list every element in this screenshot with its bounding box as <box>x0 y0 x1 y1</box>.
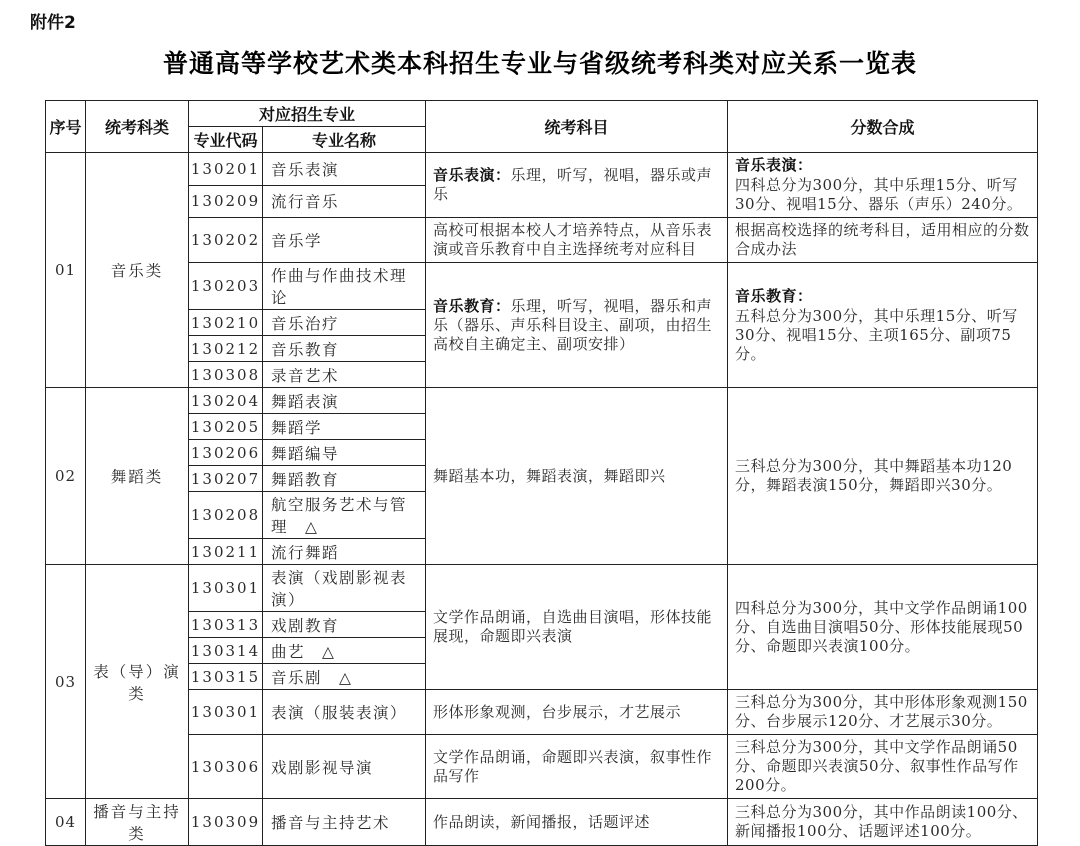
major-name-cell: 音乐剧 △ <box>263 664 426 690</box>
major-code-cell: 130314 <box>189 638 263 664</box>
score-composition-cell <box>728 690 1038 735</box>
score-bold-line: 音乐教育： <box>735 286 813 305</box>
score-composition-cell <box>728 799 1038 846</box>
header-category: 统考科类 <box>86 101 189 153</box>
category-cell: 表（导）演类 <box>86 565 189 799</box>
header-seq: 序号 <box>46 101 86 153</box>
majors-exam-table <box>45 100 1038 846</box>
score-composition-cell <box>728 565 1038 690</box>
major-name-cell: 录音艺术 <box>263 362 426 388</box>
major-code-cell: 130209 <box>189 185 263 218</box>
score-text: 五科总分为300分，其中乐理15分、听写30分、视唱15分、主项165分、副项75分。 <box>735 306 1018 363</box>
major-code-cell: 130202 <box>189 218 263 263</box>
major-name-cell: 流行舞蹈 <box>263 539 426 565</box>
attachment-label: 附件2 <box>30 13 76 33</box>
exam-subjects-cell <box>426 735 728 799</box>
major-name-cell: 表演（戏剧影视表演） <box>263 565 426 612</box>
major-code-cell: 130306 <box>189 735 263 799</box>
header-score-composition: 分数合成 <box>728 101 1038 153</box>
major-name-cell: 航空服务艺术与管理 △ <box>263 492 426 539</box>
header-exam-subjects: 统考科目 <box>426 101 728 153</box>
subject-bold-prefix: 音乐教育： <box>433 296 511 315</box>
exam-subjects-cell <box>426 565 728 690</box>
major-code-cell: 130313 <box>189 612 263 638</box>
major-code-cell: 130212 <box>189 336 263 362</box>
exam-subjects-cell <box>426 263 728 388</box>
major-name-cell: 舞蹈教育 <box>263 466 426 492</box>
major-code-cell: 130205 <box>189 414 263 440</box>
major-name-cell: 表演（服装表演） <box>263 690 426 735</box>
major-code-cell: 130210 <box>189 310 263 336</box>
major-name-cell: 音乐教育 <box>263 336 426 362</box>
major-code-cell: 130203 <box>189 263 263 310</box>
subject-text: 舞蹈基本功，舞蹈表演，舞蹈即兴 <box>433 466 666 485</box>
score-bold-line: 音乐表演： <box>735 156 813 174</box>
exam-subjects-cell <box>426 690 728 735</box>
table-row <box>46 799 1038 846</box>
major-name-cell: 音乐表演 <box>263 153 426 186</box>
category-cell: 播音与主持类 <box>86 799 189 846</box>
table-header-row <box>46 101 1038 127</box>
major-code-cell: 130308 <box>189 362 263 388</box>
score-composition-cell <box>728 735 1038 799</box>
major-name-cell: 播音与主持艺术 <box>263 799 426 846</box>
table-row <box>46 263 1038 310</box>
major-code-cell: 130211 <box>189 539 263 565</box>
score-text: 三科总分为300分，其中作品朗读100分、新闻播报100分、话题评述100分。 <box>735 803 1028 840</box>
subject-text: 高校可根据本校人才培养特点，从音乐表演或音乐教育中自主选择统考对应科目 <box>433 221 713 258</box>
major-code-cell: 130309 <box>189 799 263 846</box>
exam-subjects-cell <box>426 218 728 263</box>
category-cell: 音乐类 <box>86 153 189 388</box>
major-name-cell: 戏剧影视导演 <box>263 735 426 799</box>
score-text: 四科总分为300分，其中文学作品朗诵100分、自选曲目演唱50分、形体技能展现50分、命题即兴表演100分。 <box>735 598 1028 655</box>
header-major-name: 专业名称 <box>263 127 426 153</box>
page-title: 普通高等学校艺术类本科招生专业与省级统考科类对应关系一览表 <box>162 49 917 78</box>
table-row <box>46 690 1038 735</box>
subject-text: 文学作品朗诵，命题即兴表演，叙事性作品写作 <box>433 747 713 785</box>
major-name-cell: 舞蹈表演 <box>263 388 426 414</box>
major-code-cell: 130206 <box>189 440 263 466</box>
seq-cell: 02 <box>46 388 86 565</box>
category-cell: 舞蹈类 <box>86 388 189 565</box>
subject-bold-prefix: 音乐表演： <box>433 166 511 184</box>
score-composition-cell <box>728 218 1038 263</box>
seq-cell: 01 <box>46 153 86 388</box>
subject-text: 乐理，听写，视唱，器乐和声乐（器乐、声乐科目设主、副项，由招生高校自主确定主、副项安排） <box>433 296 713 353</box>
subject-text: 乐理，听写，视唱，器乐或声乐 <box>433 166 713 203</box>
table-row <box>46 565 1038 612</box>
table-row <box>46 153 1038 186</box>
table-row <box>46 388 1038 414</box>
score-text: 四科总分为300分，其中乐理15分、听写30分、视唱15分、器乐（声乐）240分。 <box>735 176 1023 213</box>
major-code-cell: 130201 <box>189 153 263 186</box>
major-name-cell: 舞蹈编导 <box>263 440 426 466</box>
score-text: 三科总分为300分，其中舞蹈基本功120分，舞蹈表演150分，舞蹈即兴30分。 <box>735 457 1013 494</box>
score-composition-cell <box>728 263 1038 388</box>
exam-subjects-cell <box>426 388 728 565</box>
subject-text: 形体形象观测，台步展示，才艺展示 <box>433 702 682 721</box>
major-name-cell: 舞蹈学 <box>263 414 426 440</box>
seq-cell: 03 <box>46 565 86 799</box>
major-name-cell: 流行音乐 <box>263 185 426 218</box>
score-text: 三科总分为300分，其中形体形象观测150分、台步展示120分、才艺展示30分。 <box>735 693 1028 730</box>
table-row <box>46 218 1038 263</box>
major-code-cell: 130315 <box>189 664 263 690</box>
header-majors-group: 对应招生专业 <box>189 101 426 127</box>
major-name-cell: 戏剧教育 <box>263 612 426 638</box>
score-text: 根据高校选择的统考科目，适用相应的分数合成办法 <box>735 221 1030 258</box>
major-code-cell: 130301 <box>189 565 263 612</box>
seq-cell: 04 <box>46 799 86 846</box>
header-major-code: 专业代码 <box>189 127 263 153</box>
subject-text: 作品朗读，新闻播报，话题评述 <box>433 812 651 831</box>
major-name-cell: 作曲与作曲技术理论 <box>263 263 426 310</box>
score-composition-cell <box>728 388 1038 565</box>
major-name-cell: 音乐治疗 <box>263 310 426 336</box>
subject-text: 文学作品朗诵，自选曲目演唱，形体技能展现，命题即兴表演 <box>433 608 713 645</box>
major-name-cell: 音乐学 <box>263 218 426 263</box>
major-code-cell: 130208 <box>189 492 263 539</box>
major-code-cell: 130301 <box>189 690 263 735</box>
major-name-cell: 曲艺 △ <box>263 638 426 664</box>
major-code-cell: 130204 <box>189 388 263 414</box>
major-code-cell: 130207 <box>189 466 263 492</box>
score-text: 三科总分为300分，其中文学作品朗诵50分、命题即兴表演50分、叙事性作品写作200分。 <box>735 738 1019 794</box>
table-row <box>46 735 1038 799</box>
exam-subjects-cell <box>426 153 728 218</box>
exam-subjects-cell <box>426 799 728 846</box>
score-composition-cell <box>728 153 1038 218</box>
